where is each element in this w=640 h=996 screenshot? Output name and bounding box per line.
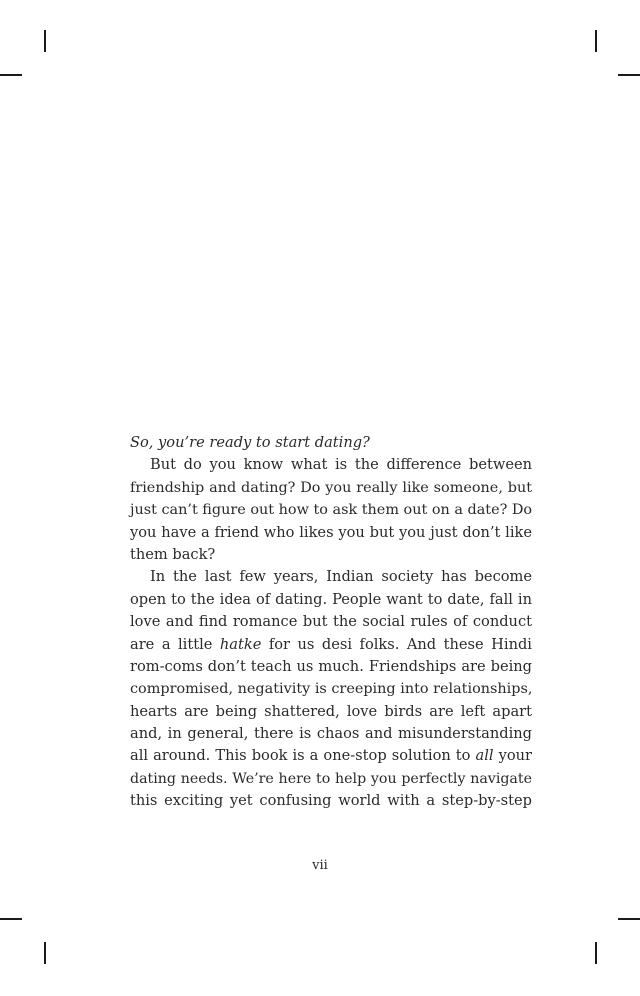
emphasis-hatke: hatke (219, 635, 262, 653)
paragraph-2-line: In the last few years, Indian society has become (150, 568, 532, 586)
text-segment: all around. This book is a one-stop solution to (130, 747, 471, 765)
paragraph-1-line: friendship and dating? Do you really like someone, but (130, 479, 532, 496)
crop-mark-bottom-left-horizontal (0, 918, 22, 920)
crop-mark-top-left-horizontal (0, 74, 22, 76)
paragraph-2-line (130, 634, 532, 656)
paragraph-2-line: and, in general, there is chaos and misunderstanding (130, 725, 532, 743)
paragraph-1-line: But do you know what is the difference between (150, 456, 532, 474)
paragraph-2-line: hearts are being shattered, love birds are left apart (130, 702, 532, 720)
paragraph-2-line: open to the idea of dating. People want to date, fall in (130, 590, 532, 608)
text-segment: for us desi folks. And these Hindi (261, 635, 532, 653)
crop-mark-top-left-vertical (44, 30, 46, 52)
crop-mark-top-right-vertical (595, 30, 597, 52)
page-body-text (130, 432, 532, 813)
opening-line: So, you’re ready to start dating? (130, 434, 370, 451)
paragraph-2-line: love and find romance but the social rules of conduct (130, 613, 532, 631)
text-segment: are a little (130, 635, 220, 653)
page-number: vii (312, 858, 328, 873)
paragraph-2-line (130, 745, 532, 767)
crop-mark-bottom-right-vertical (595, 942, 597, 964)
text-segment: your (493, 747, 532, 765)
crop-mark-bottom-right-horizontal (618, 918, 640, 920)
paragraph-2-line: this exciting yet confusing world with a step-by-step (130, 792, 532, 810)
emphasis-all: all (475, 747, 494, 765)
paragraph-2-line: compromised, negativity is creeping into relationships, (130, 681, 533, 698)
paragraph-1-line: just can’t figure out how to ask them out on a date? Do (130, 502, 533, 519)
paragraph-1-line: them back? (130, 545, 216, 563)
paragraph-2-line: dating needs. We’re here to help you perfectly navigate (130, 770, 532, 787)
paragraph-2-line: rom-coms don’t teach us much. Friendships are being (130, 657, 532, 675)
paragraph-1-line: you have a friend who likes you but you just don’t like (130, 523, 532, 541)
crop-mark-bottom-left-vertical (44, 942, 46, 964)
crop-mark-top-right-horizontal (618, 74, 640, 76)
